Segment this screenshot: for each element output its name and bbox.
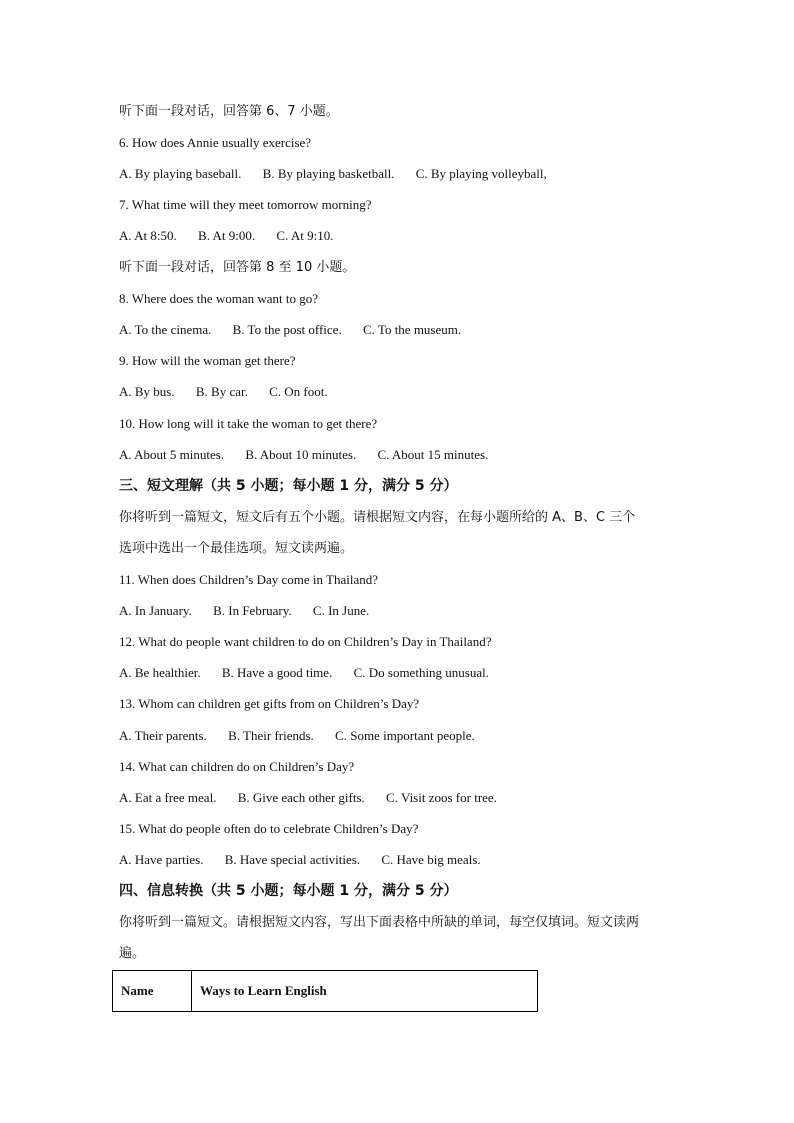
option-11b: B. In February. bbox=[213, 603, 292, 618]
option-9a: A. By bus. bbox=[119, 384, 175, 399]
section-4-instruction-2: 遍。 bbox=[119, 946, 146, 961]
options-14 bbox=[119, 789, 515, 807]
option-7c: C. At 9:10. bbox=[276, 228, 334, 243]
option-11c: C. In June. bbox=[312, 603, 370, 618]
option-12c: C. Do something unusual. bbox=[353, 665, 489, 680]
option-15b: B. Have special activities. bbox=[224, 852, 361, 867]
options-6 bbox=[119, 165, 565, 183]
option-9b: B. By car. bbox=[195, 384, 248, 399]
table-header-ways: Ways to Learn English bbox=[192, 971, 538, 1012]
option-7a: A. At 8:50. bbox=[119, 228, 177, 243]
option-14b: B. Give each other gifts. bbox=[237, 790, 365, 805]
table-row bbox=[113, 971, 538, 1012]
option-8c: C. To the museum. bbox=[362, 322, 462, 337]
section-3-instruction-2: 选项中选出一个最佳选项。短文读两遍。 bbox=[119, 541, 354, 556]
option-13b: B. Their friends. bbox=[228, 728, 314, 743]
option-12a: A. Be healthier. bbox=[119, 665, 201, 680]
options-10 bbox=[119, 446, 506, 464]
info-table bbox=[112, 970, 538, 1012]
option-13a: A. Their parents. bbox=[119, 728, 207, 743]
question-10: 10. How long will it take the woman to get there? bbox=[119, 416, 378, 431]
option-10a: A. About 5 minutes. bbox=[119, 447, 225, 462]
option-13c: C. Some important people. bbox=[335, 728, 475, 743]
options-15 bbox=[119, 851, 499, 869]
options-7 bbox=[119, 227, 351, 245]
option-10c: C. About 15 minutes. bbox=[377, 447, 489, 462]
question-8: 8. Where does the woman want to go? bbox=[119, 291, 319, 306]
question-6: 6. How does Annie usually exercise? bbox=[119, 135, 312, 150]
section-3-instruction-1: 你将听到一篇短文，短文后有五个小题。请根据短文内容，在每小题所给的 A、B、C 三个 bbox=[119, 510, 636, 525]
table-header-name: Name bbox=[113, 971, 192, 1012]
question-7: 7. What time will they meet tomorrow morning? bbox=[119, 197, 372, 212]
options-9 bbox=[119, 383, 346, 401]
section-4-instruction-1: 你将听到一篇短文。请根据短文内容，写出下面表格中所缺的单词，每空仅填词。短文读两 bbox=[119, 915, 640, 930]
option-9c: C. On foot. bbox=[269, 384, 328, 399]
option-7b: B. At 9:00. bbox=[198, 228, 256, 243]
section-intro-q8-10: 听下面一段对话，回答第 8 至 10 小题。 bbox=[119, 260, 356, 275]
option-11a: A. In January. bbox=[119, 603, 192, 618]
option-8b: B. To the post office. bbox=[232, 322, 342, 337]
options-8 bbox=[119, 321, 479, 339]
options-12 bbox=[119, 664, 507, 682]
section-intro-q6-7: 听下面一段对话，回答第 6、7 小题。 bbox=[119, 104, 339, 119]
option-10b: B. About 10 minutes. bbox=[245, 447, 357, 462]
question-12: 12. What do people want children to do on Children’s Day in Thailand? bbox=[119, 634, 492, 649]
option-6a: A. By playing baseball. bbox=[119, 166, 242, 181]
options-11 bbox=[119, 602, 387, 620]
question-13: 13. Whom can children get gifts from on Children’s Day? bbox=[119, 696, 420, 711]
question-9: 9. How will the woman get there? bbox=[119, 353, 296, 368]
question-14: 14. What can children do on Children’s Day? bbox=[119, 759, 355, 774]
option-6c: C. By playing volleyball, bbox=[415, 166, 547, 181]
question-11: 11. When does Children’s Day come in Thailand? bbox=[119, 572, 378, 587]
section-4-heading: 四、信息转换（共 5 小题；每小题 1 分，满分 5 分） bbox=[119, 883, 458, 899]
option-15a: A. Have parties. bbox=[119, 852, 204, 867]
option-8a: A. To the cinema. bbox=[119, 322, 212, 337]
section-3-heading: 三、短文理解（共 5 小题；每小题 1 分，满分 5 分） bbox=[119, 478, 458, 494]
option-14c: C. Visit zoos for tree. bbox=[386, 790, 497, 805]
option-6b: B. By playing basketball. bbox=[262, 166, 395, 181]
question-15: 15. What do people often do to celebrate Children’s Day? bbox=[119, 821, 419, 836]
option-12b: B. Have a good time. bbox=[221, 665, 333, 680]
option-14a: A. Eat a free meal. bbox=[119, 790, 217, 805]
options-13 bbox=[119, 727, 493, 745]
option-15c: C. Have big meals. bbox=[381, 852, 481, 867]
